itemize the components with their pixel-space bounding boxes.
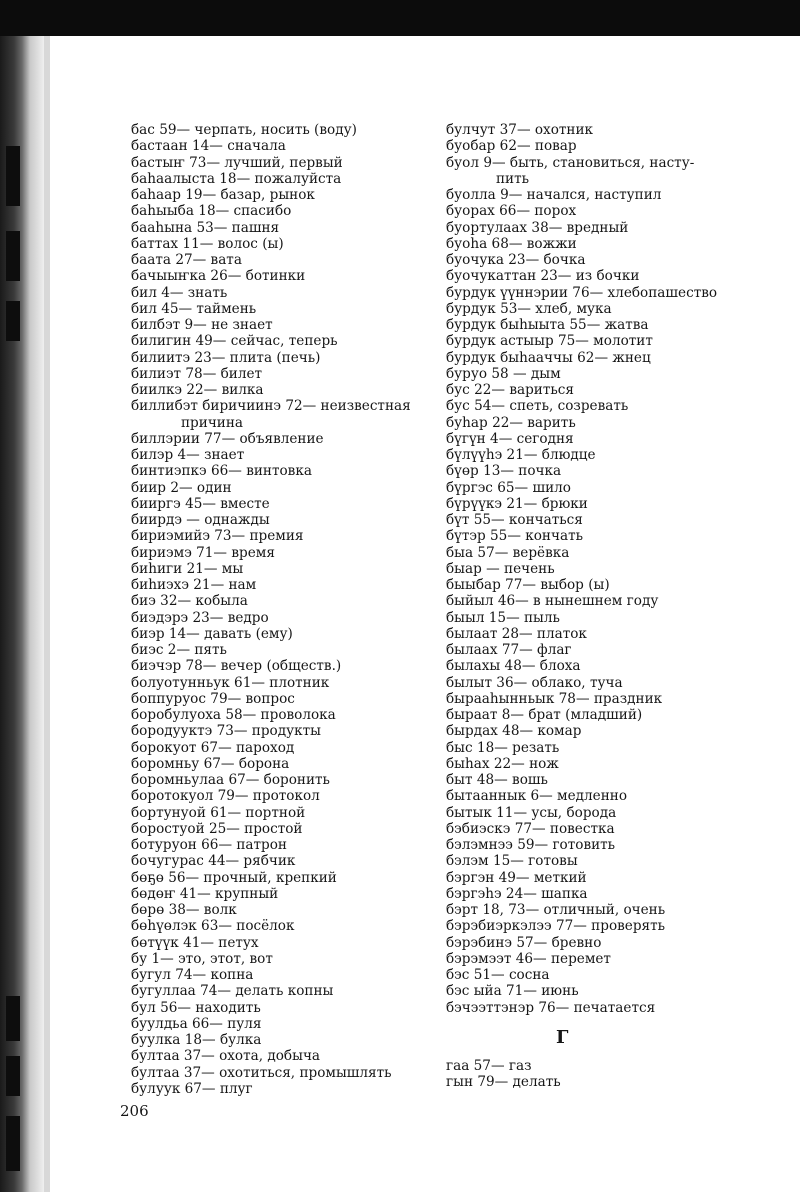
entry-text: бил 4— знать bbox=[131, 284, 228, 301]
entry-text: быраат 8— брат (младший) bbox=[446, 707, 643, 723]
dictionary-entry bbox=[446, 236, 796, 252]
dictionary-entry bbox=[446, 155, 796, 188]
section-letter: Г bbox=[556, 1026, 569, 1048]
entry-text: билигин 49— сейчас, теперь bbox=[131, 333, 338, 350]
entry-text: быыбар 77— выбор (ы) bbox=[446, 577, 610, 593]
entry-text: биллэрии 77— объявление bbox=[131, 430, 324, 447]
entry-text: бириэмийэ 73— премия bbox=[131, 528, 304, 545]
dictionary-entry bbox=[131, 252, 431, 268]
dictionary-entry bbox=[131, 512, 431, 528]
entry-text: былыт 36— облако, туча bbox=[446, 674, 623, 691]
entry-text: гаа 57— газ bbox=[446, 1058, 532, 1074]
dictionary-entry bbox=[446, 285, 796, 301]
entry-text: билиитэ 23— плита (печь) bbox=[131, 349, 321, 366]
entry-text: былахы 48— блоха bbox=[446, 658, 581, 675]
dictionary-entry bbox=[131, 837, 431, 853]
dictionary-entry bbox=[131, 983, 431, 999]
entry-text: бугул 74— копна bbox=[131, 967, 254, 983]
dictionary-entry bbox=[131, 821, 431, 837]
dictionary-entry bbox=[131, 138, 431, 154]
dictionary-entry bbox=[446, 545, 796, 561]
entry-text: биэдэрэ 23— ведро bbox=[131, 609, 269, 626]
entry-text: буоһа 68— вожжи bbox=[446, 235, 577, 252]
entry-text: бочугурас 44— рябчик bbox=[131, 853, 296, 870]
dictionary-entry bbox=[131, 1000, 431, 1016]
entry-text: ботуруон 66— патрон bbox=[131, 837, 287, 853]
entry-text: биэс 2— пять bbox=[131, 642, 227, 658]
dictionary-entry bbox=[446, 756, 796, 772]
dictionary-entry bbox=[446, 691, 796, 707]
dictionary-entry bbox=[131, 577, 431, 593]
dictionary-entry bbox=[446, 935, 796, 951]
entry-text: бородууктэ 73— продукты bbox=[131, 723, 321, 740]
entry-text: боротокуол 79— протокол bbox=[131, 788, 320, 805]
dictionary-entry bbox=[131, 220, 431, 236]
entry-text: бөтүүк 41— петух bbox=[131, 934, 259, 951]
entry-text: булуук 67— плуг bbox=[131, 1080, 253, 1097]
entry-text: боппуруос 79— вопрос bbox=[131, 690, 295, 707]
dictionary-entry bbox=[446, 496, 796, 512]
dictionary-entry bbox=[131, 691, 431, 707]
entry-text: боромньу 67— борона bbox=[131, 755, 290, 772]
entry-text: бул 56— находить bbox=[131, 999, 261, 1016]
entry-text: биир 2— один bbox=[131, 479, 232, 496]
dictionary-entry bbox=[131, 171, 431, 187]
entry-text: бус 54— спеть, созревать bbox=[446, 398, 629, 415]
entry-text: бурдук быһааччы 62— жнец bbox=[446, 349, 651, 366]
dictionary-entry bbox=[131, 366, 431, 382]
dictionary-entry bbox=[131, 1048, 431, 1064]
dictionary-entry bbox=[446, 593, 796, 609]
entry-text: бэбиэскэ 77— повестка bbox=[446, 820, 615, 837]
entry-text: бөҕө 56— прочный, крепкий bbox=[131, 869, 337, 886]
entry-text: буобар 62— повар bbox=[446, 138, 577, 155]
dictionary-entry bbox=[446, 675, 796, 691]
dictionary-entry bbox=[446, 983, 796, 999]
dictionary-entry bbox=[131, 723, 431, 739]
dictionary-entry bbox=[446, 902, 796, 918]
entry-text: бөһүөлэк 63— посёлок bbox=[131, 918, 295, 935]
page-edge bbox=[44, 36, 50, 1192]
dictionary-entry bbox=[446, 1058, 796, 1074]
entry-text: бултаа 37— охота, добыча bbox=[131, 1048, 321, 1065]
dictionary-entry bbox=[131, 675, 431, 691]
dictionary-entry bbox=[446, 561, 796, 577]
dictionary-entry bbox=[131, 1081, 431, 1097]
dictionary-entry bbox=[131, 1032, 431, 1048]
dictionary-entry bbox=[446, 220, 796, 236]
dictionary-entry bbox=[131, 593, 431, 609]
dictionary-entry bbox=[446, 788, 796, 804]
dictionary-entry bbox=[446, 1000, 796, 1016]
entry-text: быар — печень bbox=[446, 560, 555, 577]
entry-text: булчут 37— охотник bbox=[446, 122, 594, 138]
entry-text: бус 22— вариться bbox=[446, 382, 574, 398]
entry-text: бэрэбиэркэлээ 77— проверять bbox=[446, 918, 666, 935]
entry-text: бииргэ 45— вместе bbox=[131, 495, 270, 512]
entry-text: буулдьа 66— пуля bbox=[131, 1015, 262, 1032]
scan-top-border bbox=[0, 0, 800, 36]
entry-text: бу 1— это, этот, вот bbox=[131, 950, 273, 967]
entry-text: бытааннык 6— медленно bbox=[446, 788, 628, 805]
dictionary-entry bbox=[446, 480, 796, 496]
dictionary-column-right bbox=[446, 122, 796, 1091]
entry-text: бэрэмээт 46— перемет bbox=[446, 950, 611, 967]
entry-text: быа 57— верёвка bbox=[446, 544, 570, 561]
dictionary-entry bbox=[131, 1065, 431, 1081]
dictionary-entry bbox=[131, 545, 431, 561]
entry-text: биэ 32— кобыла bbox=[131, 593, 248, 610]
dictionary-entry bbox=[131, 626, 431, 642]
dictionary-entry bbox=[131, 187, 431, 203]
entry-text: бугуллаа 74— делать копны bbox=[131, 983, 334, 1000]
dictionary-entry bbox=[131, 918, 431, 934]
entry-text: бэрэбинэ 57— бревно bbox=[446, 934, 602, 951]
entry-text: бэчээттэнэр 76— печатается bbox=[446, 999, 656, 1016]
dictionary-entry bbox=[446, 772, 796, 788]
entry-text: боромньулаа 67— боронить bbox=[131, 772, 330, 788]
entry-text: буол 9— быть, становиться, насту- bbox=[446, 154, 695, 171]
dictionary-entry bbox=[131, 463, 431, 479]
dictionary-entry bbox=[446, 870, 796, 886]
entry-text: биллибэт биричиинэ 72— неизвестная bbox=[131, 398, 411, 415]
dictionary-entry bbox=[446, 853, 796, 869]
dictionary-entries-g bbox=[446, 1058, 796, 1091]
entry-text: бурдук 53— хлеб, мука bbox=[446, 300, 612, 317]
entry-text: биһиэхэ 21— нам bbox=[131, 577, 257, 593]
entry-text: буулка 18— булка bbox=[131, 1032, 262, 1048]
entry-text: бүт 55— кончаться bbox=[446, 512, 583, 528]
dictionary-entry bbox=[131, 301, 431, 317]
entry-text: бэс 51— сосна bbox=[446, 967, 550, 983]
entry-text: буочука 23— бочка bbox=[446, 252, 586, 268]
dictionary-entry bbox=[446, 301, 796, 317]
entry-text: болуотунньук 61— плотник bbox=[131, 674, 330, 691]
dictionary-entry bbox=[131, 285, 431, 301]
entry-text: быс 18— резать bbox=[446, 739, 560, 756]
entry-text: биэр 14— давать (ему) bbox=[131, 625, 293, 642]
entry-text: бэс ыйа 71— июнь bbox=[446, 983, 579, 1000]
entry-text: баһыыба 18— спасибо bbox=[131, 203, 292, 220]
dictionary-entry bbox=[446, 333, 796, 349]
entry-text: бултаа 37— охотиться, промышлять bbox=[131, 1064, 392, 1081]
dictionary-entry bbox=[131, 886, 431, 902]
dictionary-entry bbox=[131, 935, 431, 951]
dictionary-entry bbox=[446, 642, 796, 658]
dictionary-entry bbox=[131, 236, 431, 252]
dictionary-entry bbox=[446, 821, 796, 837]
entry-text: билэр 4— знает bbox=[131, 447, 245, 463]
dictionary-entry bbox=[446, 886, 796, 902]
entry-text: бүрүүкэ 21— брюки bbox=[446, 495, 588, 512]
dictionary-entry bbox=[446, 1074, 796, 1090]
dictionary-entry bbox=[446, 610, 796, 626]
entry-text: баттах 11— волос (ы) bbox=[131, 235, 284, 252]
dictionary-entry bbox=[131, 772, 431, 788]
entry-text: бас 59— черпать, носить (воду) bbox=[131, 122, 357, 138]
dictionary-entry bbox=[446, 382, 796, 398]
entry-text: бэлэмнээ 59— готовить bbox=[446, 837, 616, 853]
entry-text: бөдөҥ 41— крупный bbox=[131, 885, 279, 902]
dictionary-entry bbox=[446, 463, 796, 479]
page-number: 206 bbox=[120, 1102, 149, 1120]
entry-text: былаат 28— платок bbox=[446, 625, 587, 642]
entry-text: билбэт 9— не знает bbox=[131, 317, 273, 333]
dictionary-entry bbox=[131, 382, 431, 398]
entry-text: боробулуоха 58— проволока bbox=[131, 707, 336, 723]
dictionary-entry bbox=[446, 366, 796, 382]
entry-text: бүгүн 4— сегодня bbox=[446, 430, 574, 447]
entry-text: бырдах 48— комар bbox=[446, 723, 582, 740]
dictionary-entry bbox=[446, 723, 796, 739]
dictionary-entry bbox=[446, 837, 796, 853]
dictionary-entry bbox=[131, 707, 431, 723]
dictionary-entry bbox=[131, 805, 431, 821]
dictionary-column-left bbox=[131, 122, 431, 1097]
dictionary-entry bbox=[131, 870, 431, 886]
entry-text: бурдук быһыыта 55— жатва bbox=[446, 317, 649, 333]
entry-text: бил 45— таймень bbox=[131, 300, 257, 317]
dictionary-entry bbox=[446, 658, 796, 674]
dictionary-entry bbox=[446, 707, 796, 723]
dictionary-entry bbox=[131, 951, 431, 967]
dictionary-entry bbox=[131, 268, 431, 284]
entry-text: бүлүүһэ 21— блюдце bbox=[446, 447, 596, 463]
entry-text: бытык 11— усы, борода bbox=[446, 804, 617, 821]
entry-text: быыл 15— пыль bbox=[446, 609, 560, 626]
dictionary-entry bbox=[446, 203, 796, 219]
dictionary-entry bbox=[131, 155, 431, 171]
dictionary-entry bbox=[131, 122, 431, 138]
entry-text: биирдэ — однажды bbox=[131, 512, 270, 528]
dictionary-entry bbox=[131, 480, 431, 496]
dictionary-entry bbox=[131, 496, 431, 512]
entry-text: билиэт 78— билет bbox=[131, 365, 263, 382]
dictionary-entry bbox=[446, 918, 796, 934]
dictionary-entry bbox=[131, 317, 431, 333]
dictionary-entry bbox=[131, 788, 431, 804]
dictionary-entry bbox=[446, 122, 796, 138]
dictionary-entry bbox=[446, 398, 796, 414]
entry-text: биэчэр 78— вечер (обществ.) bbox=[131, 658, 342, 675]
entry-text: бүөр 13— почка bbox=[446, 463, 562, 480]
entry-text: бөрө 38— волк bbox=[131, 902, 237, 918]
dictionary-entry bbox=[446, 187, 796, 203]
dictionary-entries-b bbox=[446, 122, 796, 1016]
entry-text: бэлэм 15— готовы bbox=[446, 853, 578, 870]
entry-text: бырааһынньык 78— праздник bbox=[446, 690, 663, 707]
dictionary-entry bbox=[131, 610, 431, 626]
dictionary-entry bbox=[131, 658, 431, 674]
dictionary-entry bbox=[131, 561, 431, 577]
scan-left-binding bbox=[0, 36, 44, 1192]
dictionary-entry bbox=[446, 138, 796, 154]
entry-text: бастаан 14— сначала bbox=[131, 138, 286, 155]
dictionary-entry bbox=[131, 967, 431, 983]
dictionary-entry bbox=[446, 415, 796, 431]
dictionary-entry bbox=[131, 333, 431, 349]
dictionary-entry bbox=[131, 853, 431, 869]
entry-text: бүргэс 65— шило bbox=[446, 479, 571, 496]
entry-text: быт 48— вошь bbox=[446, 772, 548, 788]
entry-text: баһаар 19— базар, рынок bbox=[131, 187, 315, 203]
entry-text: баһаалыста 18— пожалуйста bbox=[131, 170, 342, 187]
dictionary-entry bbox=[131, 350, 431, 366]
entry-text: бурдук үүннэрии 76— хлебопашество bbox=[446, 284, 718, 301]
dictionary-entry bbox=[446, 512, 796, 528]
entry-text: быһах 22— нож bbox=[446, 755, 559, 772]
dictionary-entry bbox=[446, 805, 796, 821]
entry-text: буочукаттан 23— из бочки bbox=[446, 268, 640, 285]
entry-text: боростуой 25— простой bbox=[131, 820, 303, 837]
dictionary-entry bbox=[446, 740, 796, 756]
entry-text: буолла 9— начался, наступил bbox=[446, 187, 662, 203]
dictionary-entry bbox=[446, 317, 796, 333]
entry-text: буортулаах 38— вредный bbox=[446, 219, 629, 236]
entry-text: бурдук астыыр 75— молотит bbox=[446, 333, 653, 350]
entry-text: бэрт 18, 73— отличный, очень bbox=[446, 902, 666, 918]
entry-text: бэргэһэ 24— шапка bbox=[446, 885, 588, 902]
entry-text: бортунуой 61— портной bbox=[131, 804, 306, 821]
dictionary-entry bbox=[131, 642, 431, 658]
entry-text: биилкэ 22— вилка bbox=[131, 382, 264, 398]
dictionary-entry bbox=[131, 902, 431, 918]
entry-text: буорах 66— порох bbox=[446, 203, 577, 220]
dictionary-entry bbox=[131, 756, 431, 772]
entry-continuation: причина bbox=[181, 414, 244, 431]
entry-text: гын 79— делать bbox=[446, 1074, 561, 1091]
dictionary-entry bbox=[131, 1016, 431, 1032]
dictionary-entry bbox=[131, 447, 431, 463]
entry-text: бастыҥ 73— лучший, первый bbox=[131, 154, 343, 171]
entry-text: былаах 77— флаг bbox=[446, 642, 572, 658]
dictionary-entry bbox=[446, 431, 796, 447]
dictionary-entry bbox=[131, 398, 431, 431]
entry-text: бэргэн 49— меткий bbox=[446, 869, 587, 886]
dictionary-entry bbox=[446, 252, 796, 268]
dictionary-entry bbox=[446, 967, 796, 983]
entry-text: буһар 22— варить bbox=[446, 414, 576, 431]
entry-text: биһиги 21— мы bbox=[131, 560, 244, 577]
dictionary-entry bbox=[446, 528, 796, 544]
dictionary-entry bbox=[446, 268, 796, 284]
dictionary-entry bbox=[131, 740, 431, 756]
dictionary-entry bbox=[131, 528, 431, 544]
dictionary-entry bbox=[446, 350, 796, 366]
entry-text: бинтиэпкэ 66— винтовка bbox=[131, 463, 312, 480]
dictionary-entry bbox=[446, 447, 796, 463]
dictionary-entry bbox=[131, 203, 431, 219]
entry-text: бачыыҥка 26— ботинки bbox=[131, 268, 306, 285]
dictionary-entry bbox=[446, 951, 796, 967]
entry-text: быйыл 46— в нынешнем году bbox=[446, 593, 659, 610]
entry-text: баата 27— вата bbox=[131, 252, 242, 268]
dictionary-entry bbox=[446, 577, 796, 593]
entry-text: бириэмэ 71— время bbox=[131, 544, 275, 561]
entry-text: бүтэр 55— кончать bbox=[446, 528, 583, 545]
entry-text: бааһына 53— пашня bbox=[131, 219, 280, 236]
entry-text: буруо 58 — дым bbox=[446, 365, 561, 382]
dictionary-entry bbox=[446, 626, 796, 642]
entry-text: борокуот 67— пароход bbox=[131, 739, 295, 756]
dictionary-entry bbox=[131, 431, 431, 447]
entry-continuation: пить bbox=[496, 170, 530, 187]
